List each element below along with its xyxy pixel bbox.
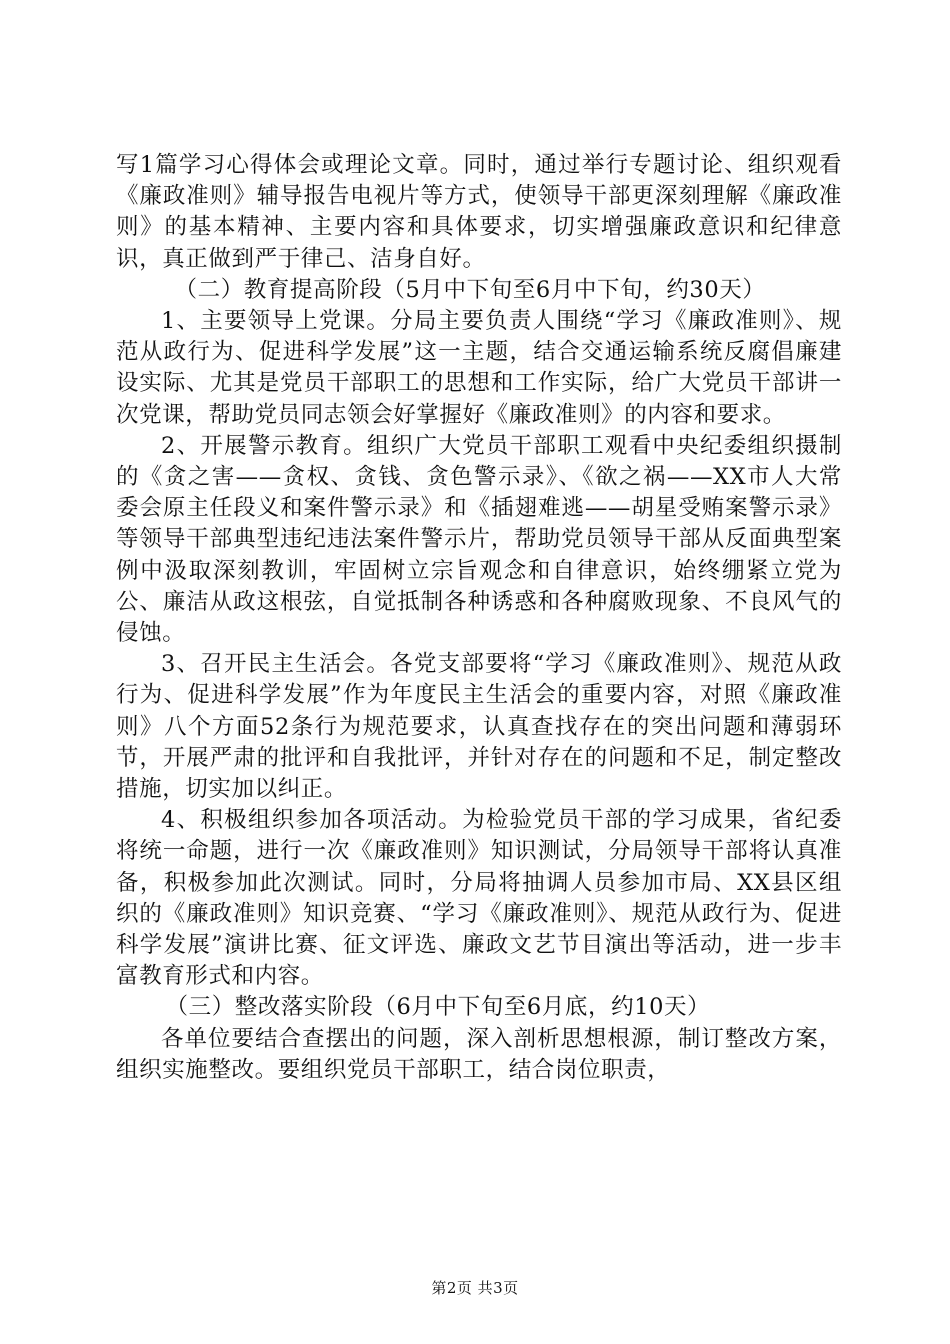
paragraph-party-lecture: 1、主要领导上党课。分局主要负责人围绕“学习《廉政准则》、规范从政行为、促进科学发展”这一主题，结合交通运输系统反腐倡廉建设实际、尤其是党员干部职工的思想和工作实际，给广大党员干部讲一次党课，帮助党员同志领会好掌握好《廉政准则》的内容和要求。	[116, 308, 842, 428]
section-heading-rectification-stage: （三）整改落实阶段（6月中下旬至6月底，约10天）	[165, 994, 711, 1021]
paragraph-warning-education: 2、开展警示教育。组织广大党员干部职工观看中央纪委组织摄制的《贪之害——贪权、贪钱、贪色警示录》、《欲之祸——XX市人大常委会原主任段义和案件警示录》和《插翅难逃——胡星受贿案警示录》等领导干部典型违纪违法案件警示片，帮助党员领导干部从反面典型案例中汲取深刻教训，牢固树立宗旨观念和自律意识，始终绷紧立党为公、廉洁从政这根弦，自觉抵制各种诱惑和各种腐败现象、不良风气的侵蚀。	[116, 432, 842, 647]
paragraph-continuation: 写1篇学习心得体会或理论文章。同时，通过举行专题讨论、组织观看《廉政准则》辅导报告电视片等方式，使领导干部更深刻理解《廉政准则》的基本精神、主要内容和具体要求，切实增强廉政意识和纪律意识，真正做到严于律己、洁身自好。	[116, 152, 842, 272]
paragraph-democratic-meeting: 3、召开民主生活会。各党支部要将“学习《廉政准则》、规范从政行为、促进科学发展”作为年度民主生活会的重要内容，对照《廉政准则》八个方面52条行为规范要求，认真查找存在的突出问题和薄弱环节，开展严肃的批评和自我批评，并针对存在的问题和不足，制定整改措施，切实加以纠正。	[116, 651, 842, 803]
section-heading-education-stage: （二）教育提高阶段（5月中下旬至6月中下旬，约30天）	[174, 276, 766, 303]
document-body	[116, 150, 842, 1086]
paragraph-activities: 4、积极组织参加各项活动。为检验党员干部的学习成果，省纪委将统一命题，进行一次《廉政准则》知识测试，分局领导干部将认真准备，积极参加此次测试。同时，分局将抽调人员参加市局、XX县区组织的《廉政准则》知识竞赛、“学习《廉政准则》、规范从政行为、促进科学发展”演讲比赛、征文评选、廉政文艺节目演出等活动，进一步丰富教育形式和内容。	[116, 807, 842, 990]
page-number-footer: 第2页 共3页	[431, 1279, 519, 1297]
paragraph-rectification: 各单位要结合查摆出的问题，深入剖析思想根源，制订整改方案，组织实施整改。要组织党员干部职工，结合岗位职责，	[116, 1025, 842, 1083]
